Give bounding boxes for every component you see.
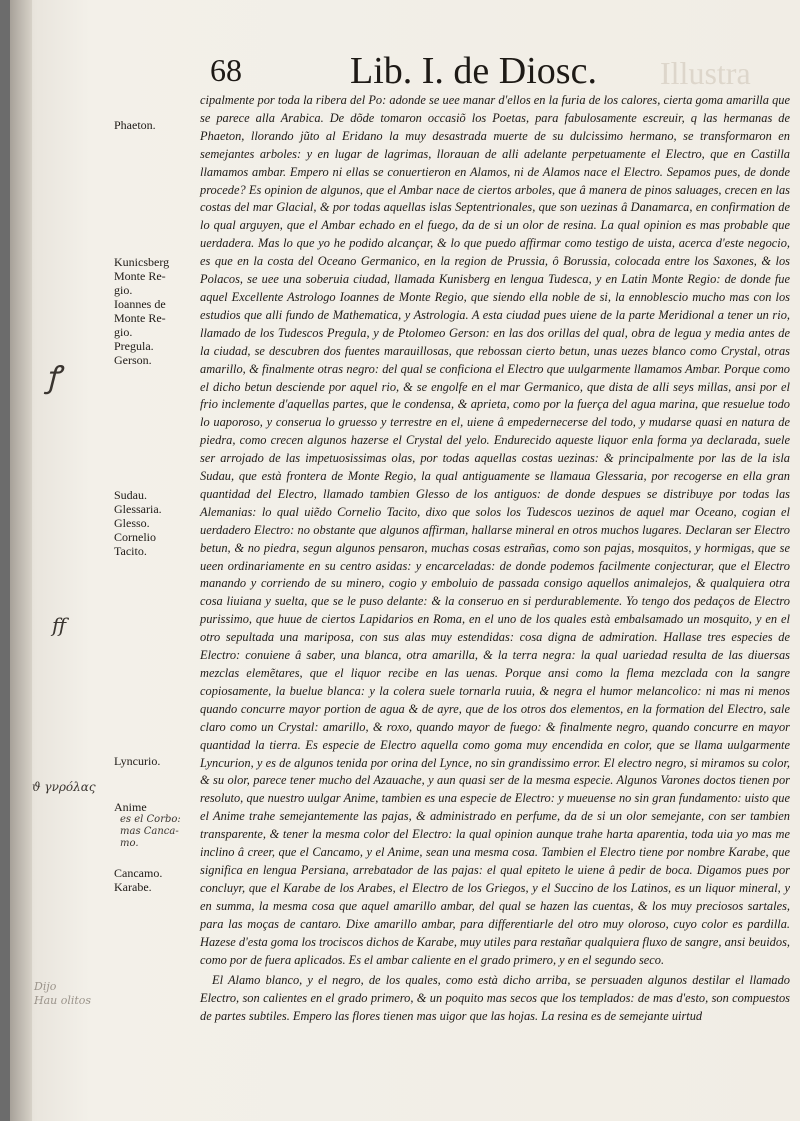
bleed-through-title: Illustra [660, 55, 751, 91]
page-gutter-shadow [10, 0, 32, 1121]
handwritten-margin-note: es el Corbo: mas Canca- mo. [120, 814, 181, 849]
sidenote-sudau: Sudau. Glessaria. Glesso. Cornelio Tacito. [114, 488, 162, 558]
sidenote-cancamo: Cancamo. Karabe. [114, 866, 163, 894]
handwritten-mark-1: ꝭ [46, 360, 61, 395]
paragraph-alamo: El Alamo blanco, y el negro, de los quales, como està dicho arriba, se persuaden algunos destilar el llamado Electro, son calientes en el grado primero, & un poquito mas secos que los templados: de mas d'esto, son compuestos de partes subtiles. Empero las flores tienen mas uigor que las hojas. La resina es de semejante uirtud [200, 973, 790, 1024]
handwritten-mark-2: ff [52, 613, 67, 637]
handwritten-greek-note: ϑ γνρόλας [32, 780, 96, 794]
body-text [200, 92, 790, 1026]
margin-notes [114, 0, 204, 1121]
page-number: 68 [210, 52, 242, 88]
running-title: Lib. I. de Diosc. [350, 50, 597, 92]
sidenote-phaeton: Phaeton. [114, 118, 156, 132]
faint-handwritten-note: Dijo Hau olitos [34, 980, 92, 1007]
sidenote-lyncurio: Lyncurio. [114, 754, 161, 768]
paragraph-main: cipalmente por toda la ribera del Po: adonde se uee manar d'ellos en la furia de los calores, cierta goma amarilla que se parece alla Arabica. De dõde tomaron occasiõ los Poetas, para fabulosamente escreuir, q las hermanas de Phaeton, llorando jũto al Eridano la muy desastrada muerte de su dulcissimo hermano, se transformaron en semejantes arboles: y en lugar de lagrimas, llorauan de alli adelante perpetuamente el Electro, que en Castilla llamamos ambar. Empero ni ellas se conuertieron en Alamos, ni de Alamos nace el Electro. Sepamos pues, de donde procede? Es opinion de algunos, que el Ambar nace de ciertos arboles, que â manera de pinos saluages, crecen en las costas del mar Glacial, & por todas aquellas islas Septentrionales, que son uezinas â Danamarca, en confirmation de lo qual arguyen, que el Ambar echado en el fuego, da de si un olor de resina. La qual opinion es mas probable que uerdadera. Mas lo que yo he podido alcançar, & lo que puedo affirmar como testigo de uista, acerca d'este negocio, es que en la costa del Oceano Germanico, en la region de Prussia, ô Borussia, colocada entre los Saxones, & los Polacos, se uee una soberuia ciudad, llamada Kunisberg en lengua Tudesca, y en Latin Monte Regio: de donde fue aquel Excellente Astrologo Ioannes de Monte Regio, que siendo ella noble de si, la ennoblescio mucho mas con los estudios que alli fundo de Mathematica, y Astrologia. A esta ciudad pues uiene de la parte Meridional a tener un rio, llamado de los Tudescos Pregula, y de Ptolomeo Gerson: en las dos orillas del qual, obra de legua y media antes de la ciudad, se descubren dos fuentes marauillosas, que rebossan cierto betun, unas uezes blanco como Crystal, otras amarillo, & finalmente otras negro: del qual se conficiona el Electro que uulgarmente llamamos Ambar. Porque como el dicho betun desciende por aquel rio, & se engolfe en el mar Germanico, que dista de alli seys millas, ansi por el frio inclemente d'aquellas partes, que le condensa, & aprieta, como por la fuerça del agua marina, que resuelue todo lo uaporoso, y conserua lo gruesso y terrestre en el, uiene â empedernecerse del todo, y mudarse quasi en natura de piedra, como crecen algunos hazerse el Crystal del yelo. Endurecido aqueste liquor enla forma ya declarada, suele ser arrojado de las impetuosissimas olas, por todas aquellas costas uezinas: & principalmente por las de la isla Sudau, que està frontera de Monte Regio, la qual antiguamente se llamaua Glessaria, por recogerse en ella gran quantidad del Electro, llamado tambien Glesso de los antiguos: de donde despues se distribuye por todas las Alemanias: lo qual uiẽdo Cornelio Tacito, dixo que solos los Tudescos uezinos de aquel mar Oceano, cogian el uerdadero Electro: no obstante que algunos affirman, hallarse mineral en otros muchos lugares. Declaran ser Electro betun, & no piedra, segun algunos pensaron, muchas cosas estrañas, como son pajas, mosquitos, y hormigas, que se ueen ordinariamente en su centro asidas: y encarceladas: de donde podemos facilmente conjecturar, que el Electro manando y corriendo de su minero, cogio y emboluio de passada consigo aquellos animalejos, & qualquiera otra cosa liuiana y suelta, que se le puso delante: & la conseruo en si perdurablemente. Yo tengo dos pedaços de Electro purissimo, que huue de ciertos Lapidarios en Roma, en el uno de los quales està embalsamado un mosquito, y en el otro sepultada una mariposa, con sus alas muy estendidas: cosa digna de admiration. Hallase tres especies de Electro: conuiene â saber, una blanca, otra amarilla, & la terra negra: la qual uariedad resulta de las diuersas mezclas elemẽtares, que el liquor recibe en las uenas. Porque ansi como la flema mezclada con la sangre copiosamente, la buelue blanca: y la colera suele tornarla ruuia, & negra el humor melancolico: ni mas ni menos quando concurre mayor portion de agua & de ayre, que de los otros dos elementos, en la formation del Electro, sale claro como un Crystal: amarillo, & roxo, quando mayor de fuego: & finalmente negro, quando concurre en mayor quantidad la tierra. Es especie de Electro aquella como goma muy encendida en color, que se llama uulgarmente Lyncurion, y es de algunos tenida por orina del Lynce, no sin grandissimo error. El electro negro, si miramos su color, & su olor, parece tener mucho del Azauache, y aun quasi ser de la mesma especie. Algunos Varones doctos tienen por resoluto, que nuestro uulgar Anime, tambien es una especie de Electro: y mueuense no sin gran fundamento: uisto que el Anime trahe semejantemente las pajas, & administrado en perfume, da de si un olor semejante, con ser tambien transparente, & tener la mesma color del Electro: la qual opinion aunque trahe harta aparentia, toda uia yo mas me inclino â creer, que el Cancamo, y el Anime, sean una mesma cosa. Tambien el Electro tiene por nombre Karabe, que significa en lengua Persiana, arrebatador de las pajas: el qual epiteto le uiene â pedir de boca. Digamos pues por concluyr, que el Karabe de los Arabes, el Electro de los Griegos, y el Succino de los Latinos, es un liquor mineral, y en summa, la mesma cosa que aquel amarillo ambar, del qual se hazen las cuentas, & los muy preciosos sartales, para las moças de cantaro. Dixe amarillo ambar, para differentiarle del otro muy oloroso, cuyo color es pardilla. Hazese d'esta goma los trociscos dichos de Karabe, muy utiles para restañar qualquiera fluxo de sangre, ansi beuidos, como por de fuera aplicados. Es el ambar caliente en el grado primero, y en el segundo seco. [200, 93, 790, 967]
sidenote-kunicsberg: Kunicsberg Monte Re- gio. Ioannes de Monte Re- gio. Pregula. Gerson. [114, 255, 170, 367]
sidenote-anime: Anime [114, 800, 147, 814]
book-page [10, 0, 800, 1121]
